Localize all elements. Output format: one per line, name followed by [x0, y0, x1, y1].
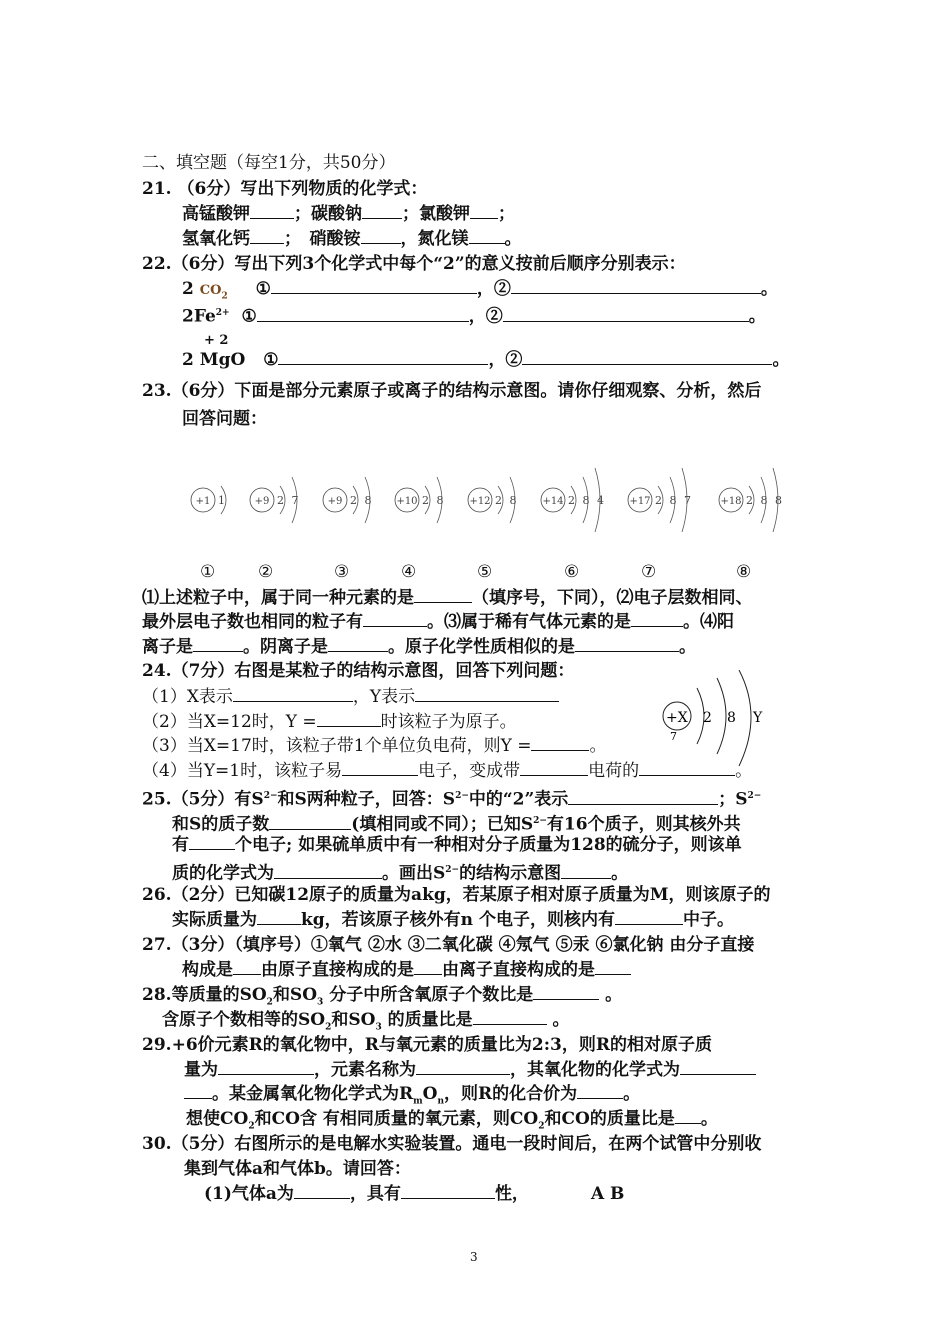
blank[interactable] — [233, 686, 353, 702]
label-4: ④ — [401, 562, 417, 582]
q22-head: 22.（6分）写出下列3个化学式中每个“2”的意义按前后顺序分别表示： — [142, 254, 686, 274]
text: 有 — [172, 835, 189, 855]
text: 电荷的 — [588, 761, 640, 781]
blank[interactable] — [269, 814, 351, 830]
text: 量为 — [184, 1060, 218, 1080]
blank[interactable] — [615, 909, 683, 925]
text: 含原子个数相等的SO — [162, 1010, 326, 1030]
label-8: ⑧ — [736, 562, 752, 582]
atom-diagram-4 — [395, 477, 446, 523]
q21-text: （6分）写出下列物质的化学式： — [177, 179, 428, 199]
text: 有16个质子，则其核外共 — [546, 814, 741, 835]
nucleus-charge: +14 — [542, 496, 564, 507]
blank[interactable] — [675, 1108, 701, 1124]
blank[interactable] — [250, 228, 284, 244]
blank[interactable] — [416, 1059, 510, 1075]
atom-diagram-8 — [719, 468, 784, 532]
atom-diagram-1 — [191, 486, 227, 514]
blank[interactable] — [469, 228, 505, 244]
blank[interactable] — [362, 203, 402, 219]
text: 。 — [623, 1084, 641, 1104]
text: 的质量比是 — [381, 1010, 473, 1030]
mark-2: ，② — [468, 306, 503, 327]
blank[interactable] — [568, 789, 718, 805]
text: 和CO含 有相同质量的氧元素，则CO — [254, 1109, 539, 1129]
q27-l1: 27.（3分）（填序号）①氧气 ②水 ③二氧化碳 ④氖气 ⑤汞 ⑥氯化钠 由分子直接 — [142, 935, 755, 955]
shell-arc — [739, 670, 751, 766]
blank[interactable] — [271, 278, 477, 294]
text: ，具有 — [349, 1184, 401, 1204]
text: 性， — [494, 1184, 529, 1204]
atom-diagram-2 — [250, 477, 301, 523]
text: 由离子直接构成的是 — [442, 960, 595, 980]
shell-electrons: 2 8 — [422, 494, 446, 507]
text: 和CO的质量比是 — [544, 1109, 675, 1129]
blank[interactable] — [218, 1059, 314, 1075]
nucleus-charge: +9 — [254, 496, 270, 507]
subscript: 2 — [538, 1121, 545, 1132]
q30-l2: 集到气体a和气体b。请回答： — [184, 1159, 411, 1179]
text: 。阴离子是 — [243, 637, 328, 657]
blank[interactable] — [184, 1083, 212, 1099]
q22-line3 — [182, 349, 789, 371]
superscript: 2− — [533, 816, 547, 826]
q26-l1: 26.（2分）已知碳12原子的质量为akg，若某原子相对原子质量为M，则该原子的 — [142, 885, 771, 905]
blank[interactable] — [193, 636, 243, 652]
item-ammonium-nitrate: ； 硝酸铵 — [284, 229, 361, 249]
shell-electrons: 2 8 8 — [746, 494, 784, 507]
text: 由原子直接构成的是 — [261, 960, 414, 980]
nucleus-charge: +12 — [469, 496, 491, 507]
q21-num: 21. — [142, 179, 172, 199]
nucleus-charge: +17 — [629, 496, 651, 507]
text: 中的“2”表示 — [468, 789, 569, 810]
blank[interactable] — [680, 1059, 756, 1075]
text: 想使CO — [186, 1109, 249, 1129]
blank[interactable] — [414, 587, 472, 603]
shell-electrons: 1 — [218, 494, 227, 507]
item-calcium-hydroxide: 氢氧化钙 — [182, 229, 250, 249]
label-7: ⑦ — [641, 562, 657, 582]
q24-particle-diagram — [655, 670, 795, 770]
mark-1: ① — [241, 306, 257, 327]
blank[interactable] — [577, 1083, 623, 1099]
text: 。 — [589, 736, 607, 756]
text: 。⑶属于稀有气体元素的是 — [427, 612, 631, 632]
punct: 。 — [772, 350, 790, 370]
text: ⑴上述粒子中，属于同一种元素的是 — [142, 588, 414, 608]
blank[interactable] — [533, 984, 599, 1000]
blank[interactable] — [317, 711, 381, 727]
extra-label: 7 — [670, 730, 677, 743]
text: 电子，变成带 — [418, 761, 521, 781]
item-potassium-permanganate: 高锰酸钾 — [182, 204, 250, 224]
text: 。 — [611, 863, 629, 884]
nucleus-charge: +1 — [195, 496, 211, 507]
text: 和S两种粒子，回答：S — [277, 789, 456, 810]
label-5: ⑤ — [477, 562, 493, 582]
label-6: ⑥ — [564, 562, 580, 582]
q25-l4 — [172, 859, 628, 885]
text: kg，若该原子核外有n 个电子，则核内有 — [301, 910, 615, 930]
text: 。原子化学性质相似的是 — [388, 637, 575, 657]
formula-co2: CO — [199, 283, 222, 298]
text: 。 — [700, 1109, 718, 1129]
text: 个电子; 如果硫单质中有一种相对分子质量为128的硫分子，则该单 — [235, 835, 742, 855]
item-magnesium-nitride: ，氮化镁 — [400, 229, 469, 249]
blank[interactable] — [294, 1183, 350, 1199]
q23-text2 — [142, 611, 734, 633]
tube-labels: A B — [590, 1184, 625, 1204]
text: 。⑷阳 — [683, 612, 734, 632]
q22-line2 — [182, 302, 766, 328]
shell-arc — [717, 678, 726, 754]
text: (1)气体a为 — [204, 1184, 294, 1204]
punct: 。 — [748, 306, 766, 327]
text: 构成是 — [182, 960, 233, 980]
punct: ； — [498, 204, 515, 224]
text: 质的化学式为 — [172, 863, 274, 884]
text: 时该粒子为原子。 — [380, 712, 517, 732]
text: （3）当X=17时，该粒子带1个单位负电荷，则Y = — [142, 736, 532, 756]
text: (填相同或不同）；已知S — [351, 814, 534, 835]
text: ，其氧化物的化学式为 — [510, 1060, 680, 1080]
blank[interactable] — [415, 686, 559, 702]
subscript: m — [413, 1096, 423, 1107]
atom-diagram-3 — [323, 477, 374, 523]
blank[interactable] — [233, 959, 261, 975]
text: 的结构示意图 — [459, 863, 562, 884]
blank[interactable] — [595, 959, 631, 975]
shell-electrons: 2 8 7 — [655, 494, 693, 507]
q24-l1 — [142, 686, 559, 708]
q29-l1: 29.+6价元素R的氧化物中，R与氧元素的质量比为2:3，则R的相对原子质 — [142, 1035, 712, 1055]
subscript: 3 — [375, 1022, 382, 1033]
superscript: 2− — [263, 791, 278, 801]
text: 最外层电子数也相同的粒子有 — [142, 612, 363, 632]
shell-electrons: 2 8 — [350, 494, 374, 507]
subscript: 2 — [221, 291, 228, 302]
text: 28.等质量的SO — [142, 985, 267, 1005]
mark-1: ① — [255, 279, 271, 299]
text: 和SO — [331, 1010, 376, 1030]
atom-diagram-6 — [541, 468, 606, 532]
q25-l2 — [172, 810, 741, 836]
blank[interactable] — [520, 760, 588, 776]
mark-1: ① — [263, 350, 279, 370]
superscript: 2− — [747, 791, 762, 801]
text: ，元素名称为 — [314, 1060, 416, 1080]
q21-row1 — [182, 203, 515, 225]
blank[interactable] — [631, 611, 683, 627]
blank[interactable] — [250, 203, 294, 219]
q24-l3 — [142, 735, 606, 757]
blank[interactable] — [257, 306, 469, 322]
blank[interactable] — [503, 306, 749, 322]
blank[interactable] — [257, 909, 301, 925]
q23-text1 — [142, 587, 753, 609]
blank[interactable] — [470, 203, 498, 219]
q24-head: 24.（7分）右图是某粒子的结构示意图，回答下列问题： — [142, 661, 575, 681]
text: ，Y表示 — [352, 687, 416, 707]
subscript: 3 — [317, 997, 324, 1008]
q21-head — [142, 178, 427, 200]
blank[interactable] — [473, 1009, 547, 1025]
blank[interactable] — [342, 760, 418, 776]
text: ，则R的化合价为 — [444, 1084, 578, 1104]
formula-mgo: 2 MgO — [182, 350, 246, 370]
blank[interactable] — [522, 349, 772, 365]
q24-l2 — [142, 711, 517, 733]
text: 25.（5分）有S — [142, 789, 264, 810]
text: 。 — [679, 637, 696, 657]
blank[interactable] — [561, 863, 611, 879]
blank[interactable] — [328, 636, 388, 652]
nucleus-charge: +18 — [720, 496, 742, 507]
text: 和SO — [272, 985, 318, 1005]
q23-head2: 回答问题： — [182, 409, 267, 429]
q25-l1 — [142, 785, 761, 811]
punct: 。 — [504, 229, 522, 249]
shell-3-label: Y — [753, 710, 763, 726]
q21-row2 — [182, 228, 522, 250]
blank[interactable] — [414, 959, 442, 975]
subscript: 2 — [248, 1121, 255, 1132]
text: 。某金属氧化物化学式为R — [212, 1084, 414, 1104]
atom-structure-diagrams — [0, 455, 950, 545]
text: O — [422, 1084, 438, 1104]
text: 中子。 — [682, 910, 734, 930]
text: （2）当X=12时，Y = — [142, 712, 317, 732]
q30-l3 — [204, 1183, 624, 1205]
page-number: 3 — [470, 1250, 478, 1264]
blank[interactable] — [575, 636, 679, 652]
valence-label: + 2 — [204, 333, 229, 348]
text: 离子是 — [142, 637, 193, 657]
text: 。 — [735, 761, 753, 781]
blank[interactable] — [363, 611, 427, 627]
blank[interactable] — [361, 228, 401, 244]
q29-l2 — [184, 1059, 756, 1081]
shell-2-label: 8 — [727, 710, 736, 726]
nucleus-label: +X — [666, 710, 688, 726]
item-sodium-carbonate: ；碳酸钠 — [294, 204, 362, 224]
mark-2: ，② — [488, 350, 523, 370]
item-potassium-chlorate: ；氯酸钾 — [402, 204, 470, 224]
text: （4）当Y=1时，该粒子易 — [142, 761, 343, 781]
text: 。 — [546, 1010, 570, 1030]
shell-electrons: 2 8 — [495, 494, 519, 507]
q26-l2 — [172, 909, 734, 931]
blank[interactable] — [401, 1183, 495, 1199]
text: 和S的质子数 — [172, 814, 270, 835]
blank[interactable] — [531, 735, 589, 751]
shell-1-label: 2 — [703, 710, 712, 726]
coefficient: 2 — [182, 279, 194, 299]
q23-text3 — [142, 636, 696, 658]
text: 。 — [599, 985, 623, 1005]
label-1: ① — [200, 562, 216, 582]
label-3: ③ — [334, 562, 350, 582]
shell-electrons: 2 7 — [277, 494, 301, 507]
q30-l1: 30.（5分）右图所示的是电解水实验装置。通电一段时间后，在两个试管中分别收 — [142, 1134, 762, 1154]
shell-electrons: 2 8 4 — [568, 494, 606, 507]
superscript: 2+ — [215, 308, 230, 318]
nucleus-charge: +10 — [396, 496, 418, 507]
text: （1）X表示 — [142, 687, 233, 707]
atom-diagram-7 — [628, 468, 693, 532]
subscript: 2 — [325, 1022, 332, 1033]
mark-2: ，② — [476, 279, 511, 299]
subscript: 2 — [266, 997, 273, 1008]
text: （填序号，下同），⑵电子层数相同、 — [472, 588, 753, 608]
text: 实际质量为 — [172, 910, 257, 930]
q25-l3 — [172, 834, 742, 856]
text: 分子中所含氧原子个数比是 — [323, 985, 534, 1005]
punct: 。 — [760, 279, 778, 299]
nucleus-charge: +9 — [327, 496, 343, 507]
blank[interactable] — [274, 863, 382, 879]
blank[interactable] — [189, 834, 235, 850]
blank[interactable] — [278, 349, 488, 365]
text: 。画出S — [382, 863, 446, 884]
text: ；S — [718, 789, 748, 810]
formula-fe: 2Fe — [182, 306, 216, 327]
q23-head: 23.（6分）下面是部分元素原子或离子的结构示意图。请你仔细观察、分析，然后 — [142, 381, 762, 401]
label-2: ② — [258, 562, 274, 582]
q27-l2 — [182, 959, 631, 981]
blank[interactable] — [511, 278, 761, 294]
section-title: 二、填空题（每空1分，共50分） — [142, 153, 396, 173]
superscript: 2− — [445, 865, 460, 875]
subscript: n — [437, 1096, 445, 1107]
superscript: 2− — [455, 791, 469, 801]
atom-diagram-5 — [468, 477, 519, 523]
